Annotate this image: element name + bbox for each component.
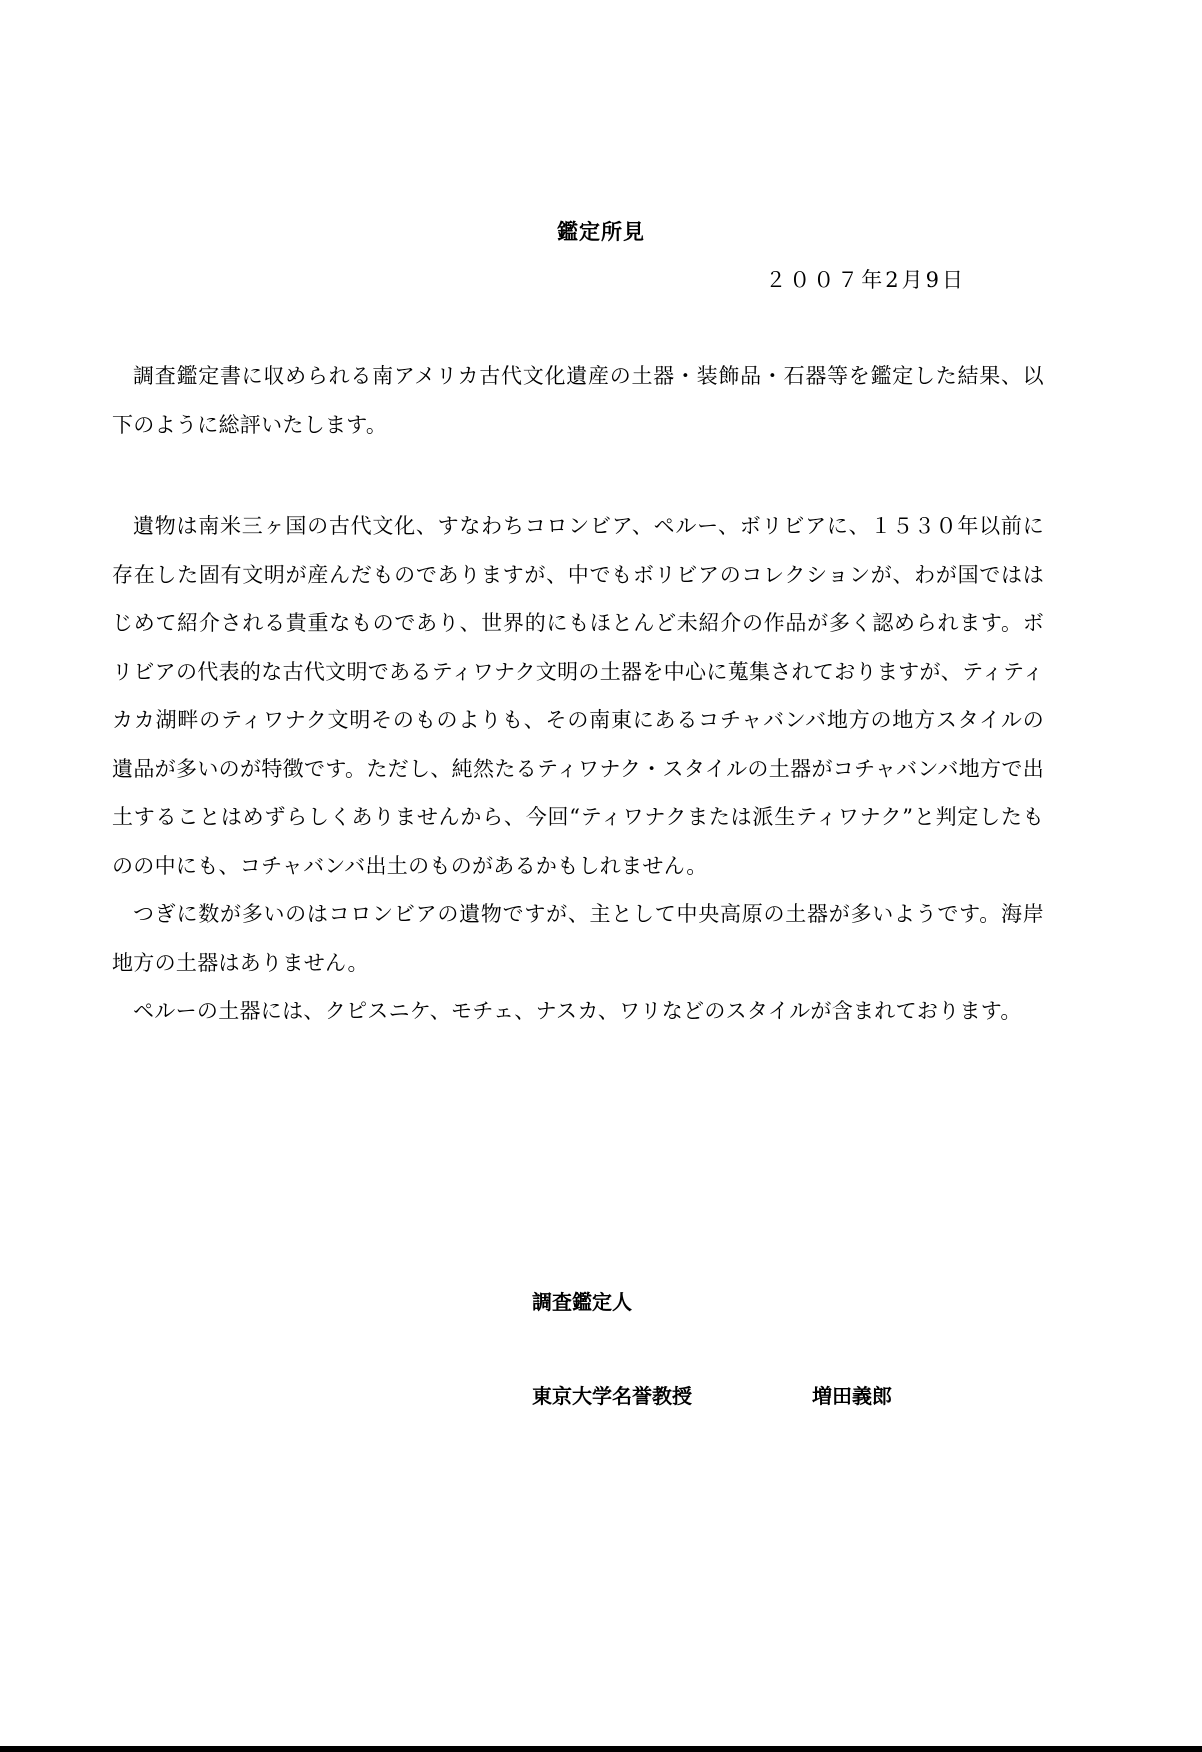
paragraph-main: 遺物は南米三ヶ国の古代文化、すなわちコロンビア、ペルー、ボリビアに、１５３０年以前に存在した固有文明が産んだものでありますが、中でもボリビアのコレクションが、わが国でははじめて紹介される貴重なものであり、世界的にもほとんど未紹介の作品が多く認められます。ボリビアの代表的な古代文明であるティワナク文明の土器を中心に蒐集されておりますが、ティティカカ湖畔のティワナク文明そのものよりも、その南東にあるコチャバンバ地方の地方スタイルの遺品が多いのが特徴です。ただし、純然たるティワナク・スタイルの土器がコチャバンバ地方で出土することはめずらしくありませんから、今回“ティワナクまたは派生ティワナク”と判定したものの中にも、コチャバンバ出土のものがあるかもしれません。	[112, 514, 1044, 878]
intro-section	[112, 352, 1044, 449]
document-title: 鑑定所見	[557, 219, 645, 244]
bottom-scan-edge	[0, 1746, 1202, 1752]
findings-section	[112, 502, 1044, 1036]
paragraph-peru: ペルーの土器には、クピスニケ、モチェ、ナスカ、ワリなどのスタイルが含まれております。	[133, 999, 1022, 1023]
paragraph-intro: 調査鑑定書に収められる南アメリカ古代文化遺産の土器・装飾品・石器等を鑑定した結果、以下のように総評いたします。	[112, 364, 1044, 437]
paragraph-colombia: つぎに数が多いのはコロンビアの遺物ですが、主として中央高原の土器が多いようです。海岸地方の土器はありません。	[112, 902, 1044, 975]
document-date: ２００７年2月9日	[765, 268, 966, 292]
signer-label: 調査鑑定人	[532, 1290, 632, 1314]
signer-name: 増田義郎	[812, 1384, 892, 1408]
signer-affiliation: 東京大学名誉教授	[532, 1384, 692, 1408]
